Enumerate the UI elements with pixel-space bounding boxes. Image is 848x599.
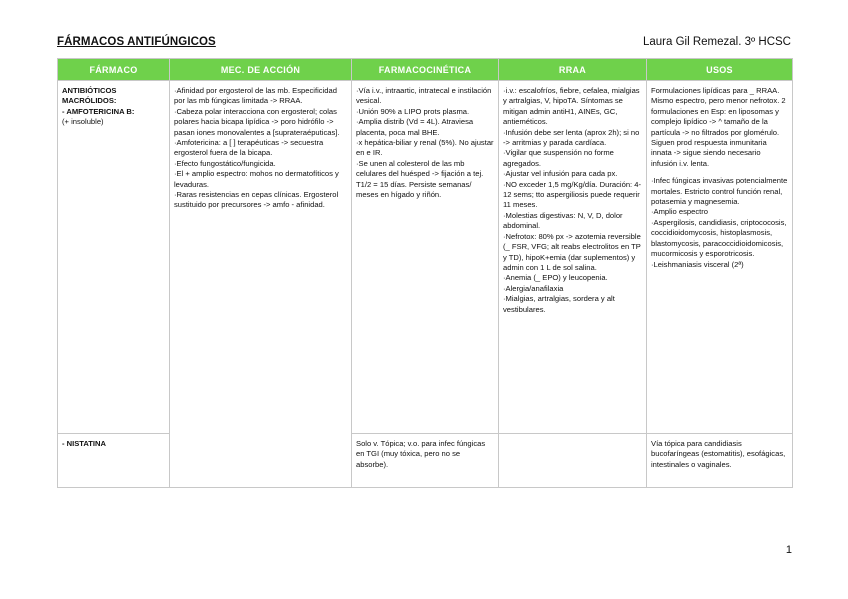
drug-name: ANTIBIÓTICOS MACRÓLIDOS: - AMFOTERICINA B:	[62, 86, 135, 116]
list-item: ·i.v.: escalofríos, fiebre, cefalea, mialgias y artralgias, V, hipoTA. Síntomas se mitigan admin antiH1, AINEs, GC, antieméticos.	[503, 86, 640, 127]
list-item: ·Amfotericina: a [ ] terapéuticas -> secuestra ergosterol fuera de la bicapa.	[174, 138, 324, 158]
table-row-nistatina	[58, 434, 793, 488]
cell-farmacocinetica	[352, 81, 499, 434]
cell-farmacocinetica	[352, 434, 499, 488]
antifungal-table	[57, 58, 793, 488]
list-item: ·Raras resistencias en cepas clínicas. Ergosterol sustituido por precursores -> amfo - afinidad.	[174, 190, 339, 210]
list-item: ·Aspergilosis, candidiasis, criptococosis, coccidioidomycosis, histoplasmosis, blastomycosis, paracoccidioidomicosis, mucormicosis y esporotricosis.	[651, 217, 787, 259]
list-item: ·Mialgias, artralgias, sordera y alt vestibulares.	[503, 294, 615, 314]
list-item: ·Afinidad por ergosterol de las mb. Especificidad por las mb fúngicas limitada -> RRAA.	[174, 86, 337, 106]
list-item: ·Vía i.v., intraartic, intratecal e instilación vesical.	[356, 86, 492, 106]
list-item: ·Unión 90% a LIPO prots plasma.	[356, 106, 470, 116]
list-item: Solo v. Tópica; v.o. para infec fúngicas en TGI (muy tóxica, pero no se absorbe).	[356, 439, 486, 469]
page-number: 1	[785, 544, 792, 556]
cell-usos	[647, 81, 793, 434]
paragraph-gap	[651, 169, 788, 176]
cell-farmaco	[58, 81, 170, 434]
list-item: ·Nefrotox: 80% px -> azotemia reversible (_ FSR, VFG; alt reabs electrolitos en TP y TD), hipoK+emia (dar suplementos) y admin con 1 L de sol salina.	[503, 231, 641, 272]
list-item: ·Infec fúngicas invasivas potencialmente mortales. Estricto control función renal, potasemia y magnesemia.	[651, 176, 788, 207]
list-item: Formulaciones lipídicas para _ RRAA. Mismo espectro, pero menor nefrotox. 2 formulaciones en Esp: en liposomas y complejo lipídico -> ^ tamaño de la partícula -> no filtrados por glomérulo. Siguen prod respuesta inmunitaria innata -> sigue siendo necesario infusión i.v. lenta.	[651, 86, 786, 168]
list-item: ·Leishmaniasis visceral (2ª)	[651, 259, 744, 269]
cell-mecanismo	[170, 81, 352, 488]
list-item: ·Efecto fungostático/fungicida.	[174, 158, 276, 168]
list-item: ·Cabeza polar interacciona con ergosterol; colas polares hacia bicapa lipídica -> poro hidrófilo -> pasan iones monovalentes a [suprateraéputicas].	[174, 106, 340, 137]
table-row-amfotericina	[58, 81, 793, 434]
column-header-mecanismo: MEC. DE ACCIÓN	[170, 59, 352, 81]
list-item: ·NO exceder 1,5 mg/Kg/día. Duración: 4-12 sems; tto aspergiliosis puede requerir 11 meses.	[503, 179, 642, 210]
list-item: Vía tópica para candidiasis bucofaríngeas (estomatitis), esofágicas, intestinales o vaginales.	[651, 439, 786, 469]
list-item: ·Anemia (_ EPO) y leucopenia.	[503, 273, 608, 283]
column-header-farmacocinetica: FARMACOCINÉTICA	[352, 59, 499, 81]
cell-usos	[647, 434, 793, 488]
list-item: ·El + amplio espectro: mohos no dermatofíticos y levaduras.	[174, 169, 339, 189]
list-item: ·x hepática-biliar y renal (5%). No ajustar en e IR.	[356, 138, 494, 158]
list-item: ·Vigilar que suspensión no forme agregados.	[503, 148, 614, 168]
list-item: ·Alergia/anafilaxia	[503, 283, 564, 293]
list-item: ·Amplio espectro	[651, 207, 708, 217]
cell-rraa	[499, 81, 647, 434]
column-header-usos: USOS	[647, 59, 793, 81]
drug-note: (+ insoluble)	[62, 117, 104, 127]
document-title: FÁRMACOS ANTIFÚNGICOS	[57, 36, 216, 48]
table-header-row	[58, 59, 793, 81]
drug-name: - NISTATINA	[62, 439, 107, 448]
list-item: ·Ajustar vel infusión para cada px.	[503, 169, 618, 179]
list-item: ·Amplia distrib (Vd = 4L). Atraviesa placenta, poca mal BHE.	[356, 117, 474, 137]
column-header-rraa: RRAA	[499, 59, 647, 81]
list-item: ·Molestias digestivas: N, V, D, dolor abdominal.	[503, 210, 623, 231]
column-header-farmaco: FÁRMACO	[58, 59, 170, 81]
page-header	[57, 36, 791, 52]
cell-rraa	[499, 434, 647, 488]
list-item: ·Infusión debe ser lenta (aprox 2h); si no -> arritmias y parada cardíaca.	[503, 127, 640, 148]
list-item: ·Se unen al colesterol de las mb celulares del huésped -> fijación a tej. T1/2 = 15 días. Persiste semanas/ meses en hígado y riñón.	[356, 158, 484, 200]
cell-farmaco	[58, 434, 170, 488]
author-label: Laura Gil Remezal. 3º HCSC	[642, 36, 791, 48]
